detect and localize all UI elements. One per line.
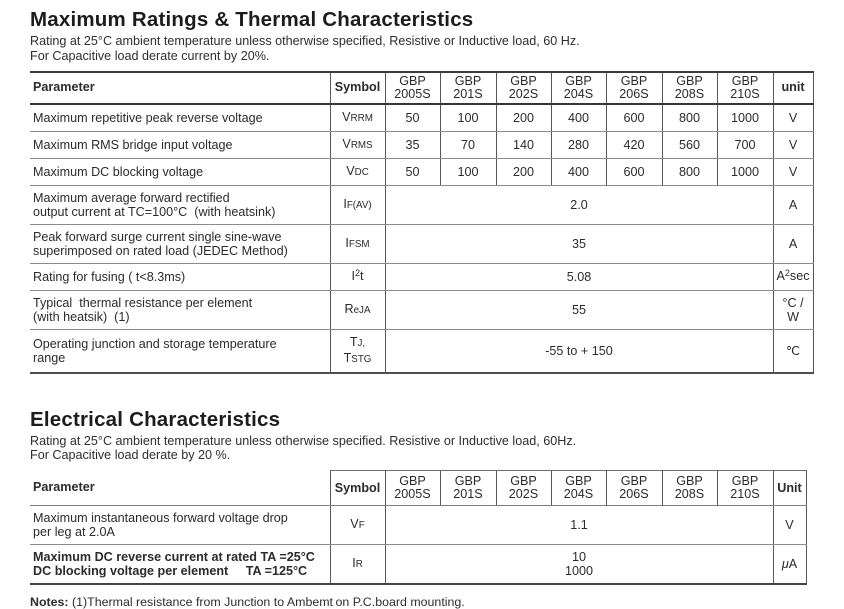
model-line1: GBP [620, 474, 648, 489]
max-ratings-table [30, 71, 814, 374]
value-cell-span [385, 506, 773, 545]
model-line2: 204S [563, 487, 594, 502]
model-line2: 201S [453, 86, 483, 101]
model-line2: 210S [730, 86, 760, 101]
value-cell: 800 [662, 104, 717, 132]
param-line: superimposed on rated load (JEDEC Method) [33, 243, 288, 258]
model-header-206s [606, 471, 662, 506]
model-line2: 2005S [394, 86, 431, 101]
value-cell: 200 [496, 104, 551, 132]
unit-cell: μA [773, 545, 806, 585]
value-cell-span [385, 329, 773, 373]
table-row [30, 131, 813, 158]
model-line1: GBP [565, 73, 592, 88]
value-cell-span [385, 545, 773, 585]
model-header-2005s [385, 471, 440, 506]
value-cell: 600 [606, 104, 662, 132]
table-row [30, 329, 813, 373]
param-line: Maximum instantaneous forward voltage drop [33, 511, 288, 526]
param-line: Maximum RMS bridge input voltage [33, 137, 233, 152]
unit-cell: V [773, 104, 813, 132]
value-cell: 400 [551, 158, 606, 185]
value-cell: 420 [606, 131, 662, 158]
model-header-210s [717, 471, 773, 506]
model-header-2005s [385, 72, 440, 104]
unit-header: unit [773, 72, 813, 104]
param-line: Rating for fusing ( t<8.3ms) [33, 269, 186, 284]
value-cell-span [385, 290, 773, 329]
param-line: DC blocking voltage per element TA =125°C [33, 564, 308, 579]
symbol-cell: IR [330, 545, 385, 585]
symbol-cell: VDC [330, 158, 385, 185]
symbol-cell: VRRM [330, 104, 385, 132]
table-row [30, 185, 813, 224]
unit-cell: A [773, 185, 813, 224]
value-line: -55 to + 150 [545, 343, 613, 358]
symbol-cell: IFSM [330, 224, 385, 263]
unit-cell: $A^2\sec$ [773, 263, 813, 290]
electrical-subtitle-2: For Capacitive load derate by 20 %. [30, 448, 231, 463]
model-header-201s [440, 72, 496, 104]
unit-cell: V [773, 506, 806, 545]
model-line2: 202S [508, 86, 539, 101]
max-ratings-section [30, 8, 844, 374]
symbol-header: Symbol [330, 471, 385, 506]
unit-cell: ℃ [773, 329, 813, 373]
header-row [30, 471, 806, 506]
unit-cell: °C / W [773, 290, 813, 329]
symbol-cell: TJ, TSTG [330, 329, 385, 373]
value-cell: 600 [606, 158, 662, 185]
model-line2: 206S [619, 86, 649, 101]
value-cell: 700 [717, 131, 773, 158]
model-line2: 201S [453, 487, 483, 502]
max-ratings-subtitle-1: Rating at 25°C ambient temperature unless otherwise specified, Resistive or Inductive load, 60 Hz. [30, 34, 580, 48]
symbol-header: Symbol [330, 72, 385, 104]
footnote [30, 595, 844, 609]
param-line: (with heatsik) (1) [33, 309, 130, 324]
electrical-subtitle-1: Rating at 25°C ambient temperature unless otherwise specified. Resistive or Inductive load, 60Hz. [30, 433, 577, 448]
symbol-cell: IF(AV) [330, 185, 385, 224]
symbol-cell: ReJA [330, 290, 385, 329]
symbol-cell: $I^2t$ [330, 263, 385, 290]
param-cell [30, 158, 330, 185]
model-line2: 208S [674, 86, 705, 101]
model-line1: GBP [399, 474, 426, 489]
table-row [30, 290, 813, 329]
value-cell: 100 [440, 158, 496, 185]
value-line: 1000 [564, 564, 594, 579]
param-line: Maximum DC reverse current at rated TA =25°C [33, 550, 315, 565]
value-line: 1.1 [570, 518, 588, 533]
model-line2: 210S [730, 487, 760, 502]
symbol-cell: VF [330, 506, 385, 545]
max-ratings-title: Maximum Ratings & Thermal Characteristics [30, 8, 474, 31]
value-line: 10 [571, 550, 586, 565]
value-line: 2.0 [570, 197, 588, 212]
model-line1: GBP [454, 474, 482, 489]
param-line: Peak forward surge current single sine-wave [33, 229, 282, 244]
param-cell [30, 131, 330, 158]
electrical-title: Electrical Characteristics [30, 407, 281, 431]
value-cell: 560 [662, 131, 717, 158]
model-header-204s [551, 72, 606, 104]
param-cell [30, 329, 330, 373]
model-line2: 206S [619, 487, 649, 502]
param-cell [30, 104, 330, 132]
value-line: 55 [571, 302, 586, 317]
value-cell: 100 [440, 104, 496, 132]
model-header-204s [551, 471, 606, 506]
model-line1: GBP [565, 474, 592, 489]
value-cell: 70 [440, 131, 496, 158]
param-cell [30, 545, 330, 585]
value-cell: 280 [551, 131, 606, 158]
table-row [30, 224, 813, 263]
value-cell: 1000 [717, 158, 773, 185]
model-line1: GBP [676, 73, 703, 88]
param-cell [30, 290, 330, 329]
parameter-header: Parameter [30, 471, 330, 506]
unit-cell: V [773, 158, 813, 185]
model-line1: GBP [510, 474, 537, 489]
param-line: range [33, 350, 66, 365]
param-line: Typical thermal resistance per element [33, 295, 253, 310]
model-line1: GBP [731, 474, 759, 489]
max-ratings-subtitle-2: For Capacitive load derate current by 20%. [30, 48, 270, 63]
param-line: per leg at 2.0A [33, 525, 115, 540]
value-line: 35 [571, 236, 586, 251]
param-cell [30, 506, 330, 545]
model-line2: 208S [674, 487, 705, 502]
model-header-210s [717, 72, 773, 104]
param-cell [30, 185, 330, 224]
value-cell: 50 [385, 158, 440, 185]
value-cell-span [385, 185, 773, 224]
table-row [30, 158, 813, 185]
model-line1: GBP [510, 73, 537, 88]
table-row [30, 506, 806, 545]
param-line: Operating junction and storage temperature [33, 336, 277, 351]
param-line: Maximum DC blocking voltage [33, 164, 204, 179]
electrical-characteristics-table [30, 470, 807, 585]
footnote-text: (1)Thermal resistance from Junction to Ambemt on P.C.board mounting. [68, 595, 465, 609]
value-cell: 800 [662, 158, 717, 185]
footnote-label: Notes: [30, 595, 69, 609]
model-line1: GBP [731, 73, 759, 88]
parameter-header: Parameter [30, 72, 330, 104]
table-row [30, 545, 806, 585]
model-header-206s [606, 72, 662, 104]
model-header-208s [662, 471, 717, 506]
unit-cell: A [773, 224, 813, 263]
unit-cell: V [773, 131, 813, 158]
value-cell: 200 [496, 158, 551, 185]
model-line1: GBP [620, 73, 648, 88]
value-cell-span [385, 224, 773, 263]
param-cell [30, 263, 330, 290]
value-cell: 400 [551, 104, 606, 132]
table-row [30, 263, 813, 290]
value-cell: 1000 [717, 104, 773, 132]
param-cell [30, 224, 330, 263]
electrical-section [30, 408, 844, 586]
param-line: Maximum repetitive peak reverse voltage [33, 110, 263, 125]
value-cell: 35 [385, 131, 440, 158]
model-line2: 204S [563, 86, 594, 101]
model-line1: GBP [399, 73, 426, 88]
model-header-201s [440, 471, 496, 506]
model-header-208s [662, 72, 717, 104]
model-line1: GBP [454, 73, 482, 88]
model-line1: GBP [676, 474, 703, 489]
value-cell-span [385, 263, 773, 290]
unit-header: Unit [773, 471, 806, 506]
header-row [30, 72, 813, 104]
value-cell: 50 [385, 104, 440, 132]
param-line: output current at TC=100°C (with heatsink) [33, 204, 276, 219]
model-line2: 202S [508, 487, 539, 502]
param-line: Maximum average forward rectified [33, 190, 230, 205]
model-line2: 2005S [394, 487, 431, 502]
model-header-202s [496, 471, 551, 506]
value-line: 5.08 [566, 269, 592, 284]
value-cell: 140 [496, 131, 551, 158]
symbol-cell: VRMS [330, 131, 385, 158]
model-header-202s [496, 72, 551, 104]
table-row [30, 104, 813, 132]
